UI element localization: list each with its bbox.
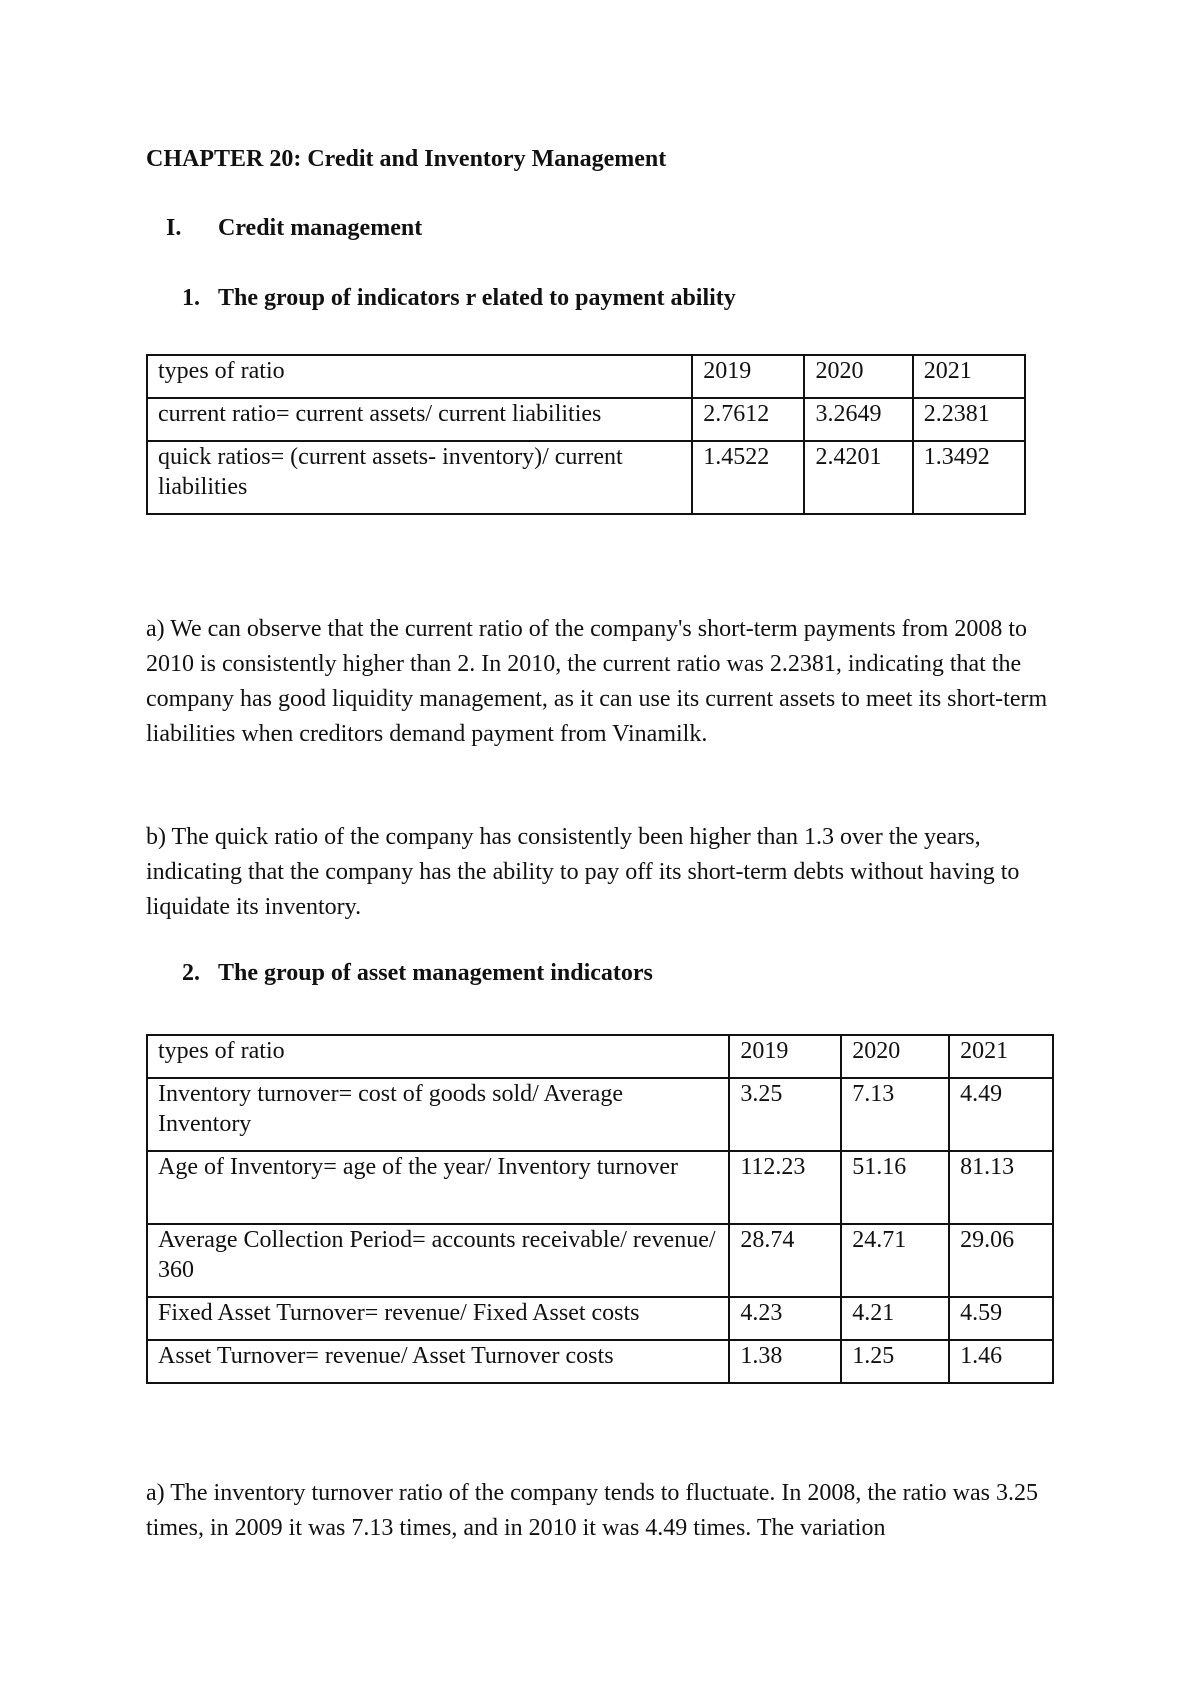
section-number: I. <box>166 215 182 241</box>
table-cell: 24.71 <box>841 1224 949 1297</box>
table-cell: 2.2381 <box>913 398 1025 441</box>
table-row <box>147 441 1025 514</box>
paragraph-inventory-turnover: a) The inventory turnover ratio of the company tends to fluctuate. In 2008, the ratio was 3.25 times, in 2009 it was 7.13 times, and in 2010 it was 4.49 times. The variation <box>146 1480 1038 1541</box>
table-header-row <box>147 1035 1053 1078</box>
header-cell: 2020 <box>804 355 912 398</box>
header-cell: types of ratio <box>147 1035 729 1078</box>
table-cell: 1.4522 <box>692 441 804 514</box>
header-cell: 2019 <box>729 1035 841 1078</box>
header-cell: 2020 <box>841 1035 949 1078</box>
table-row <box>147 398 1025 441</box>
table-cell: 7.13 <box>841 1078 949 1151</box>
subheading-number: 1. <box>182 285 200 311</box>
table-row <box>147 1297 1053 1340</box>
table-row <box>147 1078 1053 1151</box>
payment-ability-table <box>146 354 1026 515</box>
table-cell: Fixed Asset Turnover= revenue/ Fixed Asset costs <box>147 1297 729 1340</box>
table-cell: 112.23 <box>729 1151 841 1224</box>
table-cell: 4.21 <box>841 1297 949 1340</box>
table-cell: Asset Turnover= revenue/ Asset Turnover costs <box>147 1340 729 1383</box>
header-cell: types of ratio <box>147 355 692 398</box>
table-cell: 29.06 <box>949 1224 1053 1297</box>
table-cell: 3.2649 <box>804 398 912 441</box>
table-row <box>147 1340 1053 1383</box>
asset-management-table <box>146 1034 1054 1384</box>
table-cell: Inventory turnover= cost of goods sold/ Average Inventory <box>147 1078 729 1151</box>
table-cell: 81.13 <box>949 1151 1053 1224</box>
table-cell: 51.16 <box>841 1151 949 1224</box>
table-cell: current ratio= current assets/ current liabilities <box>147 398 692 441</box>
table-row <box>147 1151 1053 1224</box>
subheading-asset-management <box>182 960 653 987</box>
table-cell: 4.23 <box>729 1297 841 1340</box>
table-cell: 1.3492 <box>913 441 1025 514</box>
header-cell: 2021 <box>913 355 1025 398</box>
table-cell: 4.49 <box>949 1078 1053 1151</box>
section-heading <box>166 215 422 242</box>
table-cell: 1.38 <box>729 1340 841 1383</box>
subheading-title: The group of indicators r elated to payment ability <box>218 285 736 311</box>
paragraph-current-ratio: a) We can observe that the current ratio of the company's short-term payments from 2008 to 2010 is consistently higher than 2. In 2010, the current ratio was 2.2381, indicating that the company has good liquidity management, as it can use its current assets to meet its short-term liabilities when creditors demand payment from Vinamilk. <box>146 616 1048 747</box>
header-cell: 2021 <box>949 1035 1053 1078</box>
table-cell: 4.59 <box>949 1297 1053 1340</box>
chapter-title: CHAPTER 20: Credit and Inventory Management <box>146 146 667 172</box>
table-cell: 2.7612 <box>692 398 804 441</box>
table-cell: 2.4201 <box>804 441 912 514</box>
table-cell: 1.46 <box>949 1340 1053 1383</box>
table-row <box>147 1224 1053 1297</box>
table-header-row <box>147 355 1025 398</box>
paragraph-quick-ratio: b) The quick ratio of the company has consistently been higher than 1.3 over the years, indicating that the company has the ability to pay off its short-term debts without having to liquidate its inventory. <box>146 824 1020 920</box>
table-cell: 3.25 <box>729 1078 841 1151</box>
subheading-number: 2. <box>182 960 200 986</box>
header-cell: 2019 <box>692 355 804 398</box>
section-title: Credit management <box>218 215 423 241</box>
table-cell: quick ratios= (current assets- inventory)/ current liabilities <box>147 441 692 514</box>
table-cell: Average Collection Period= accounts receivable/ revenue/ 360 <box>147 1224 729 1297</box>
table-cell: 1.25 <box>841 1340 949 1383</box>
table-cell: Age of Inventory= age of the year/ Inventory turnover <box>147 1151 729 1224</box>
table-cell: 28.74 <box>729 1224 841 1297</box>
subheading-payment-ability <box>182 285 736 312</box>
subheading-title: The group of asset management indicators <box>218 960 653 986</box>
